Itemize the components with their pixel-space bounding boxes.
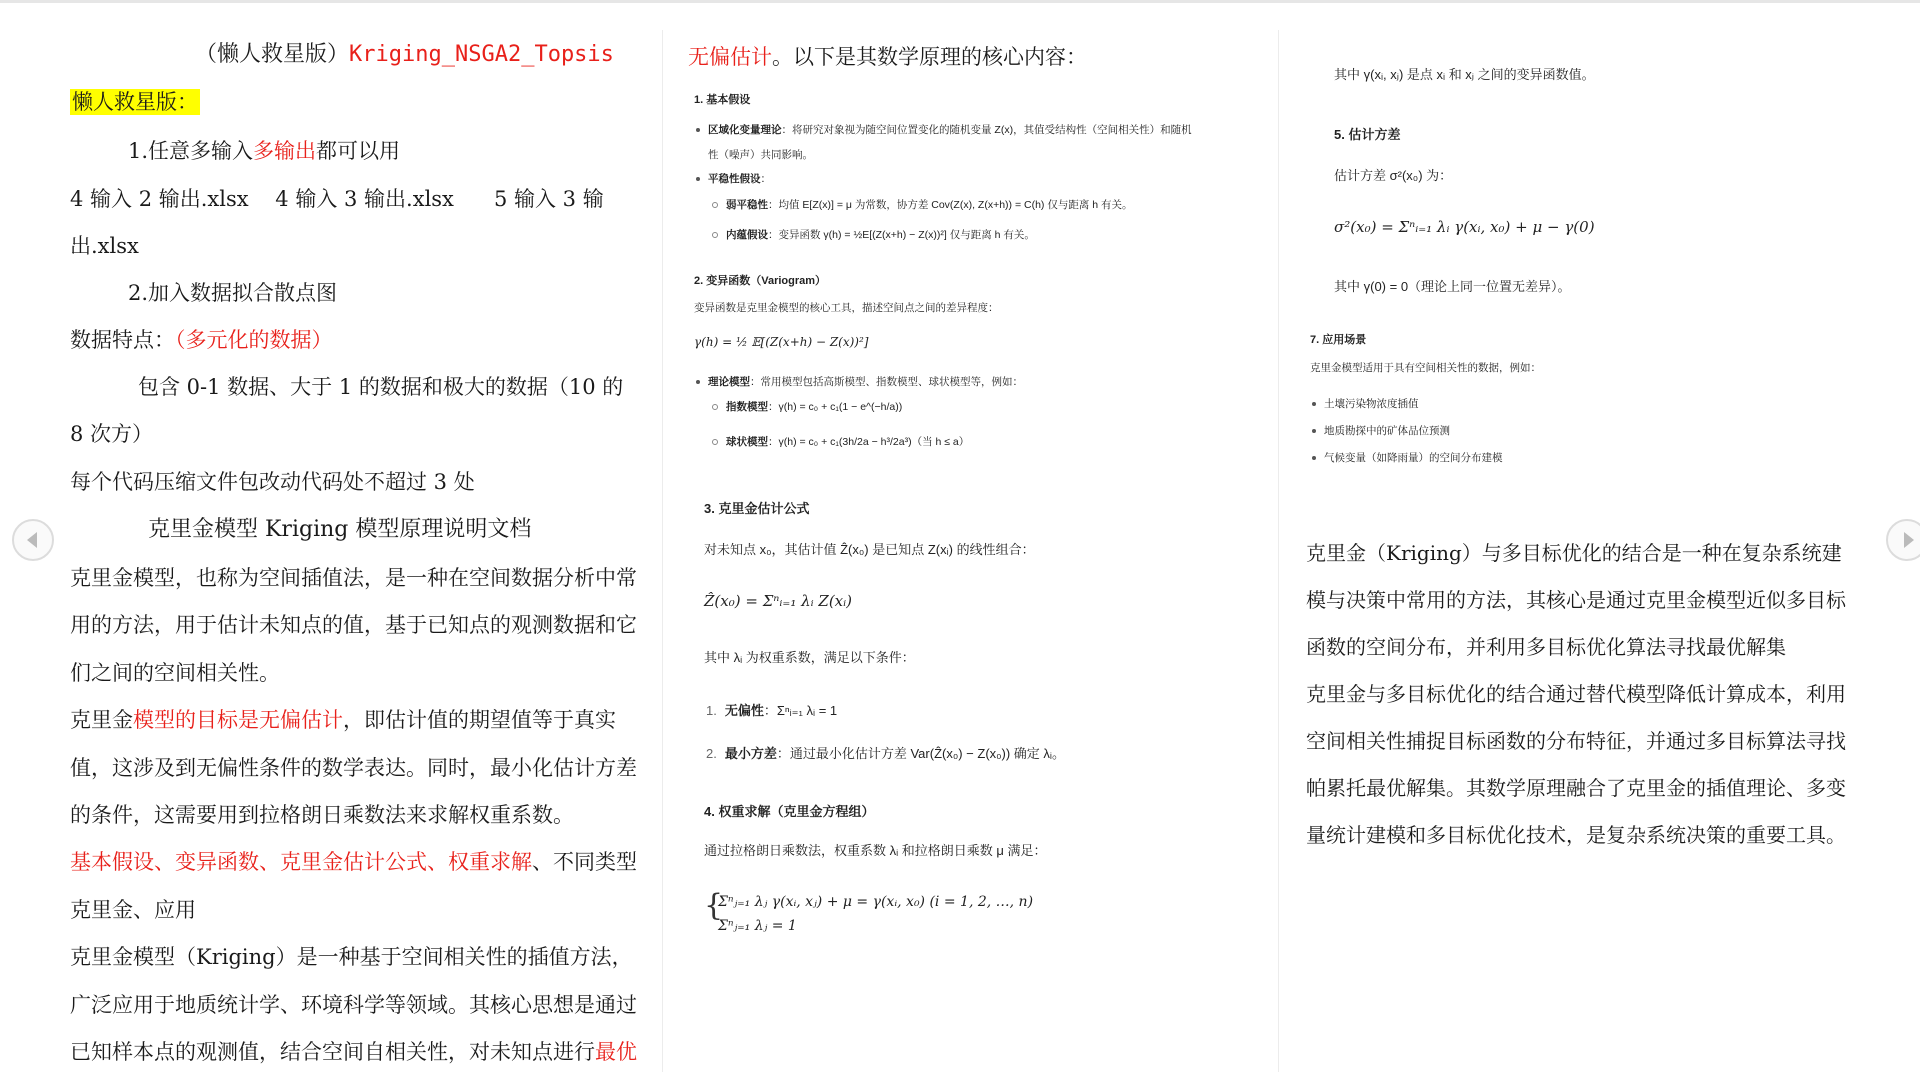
item-1-c: 都可以用 — [316, 139, 401, 163]
condition-min-variance — [706, 743, 1065, 762]
app-item-3 — [1312, 450, 1503, 465]
sub-bullet-weak — [712, 197, 1133, 212]
condition-label: 最小方差 — [724, 746, 777, 761]
app-text: 气候变量（如降雨量）的空间分布建模 — [1324, 452, 1503, 464]
goal-line-3: 的条件，这需要用到拉格朗日乘数法来求解权重系数。 — [70, 803, 574, 827]
bullet-dot-icon — [1312, 456, 1316, 460]
sub-bullet-spherical — [712, 434, 969, 449]
sub-bullet-exponential — [712, 399, 902, 414]
chevron-right-icon — [1904, 532, 1914, 548]
app-text: 地质勘探中的矿体品位预测 — [1324, 425, 1450, 437]
bullet-theory-models — [696, 374, 1023, 389]
title-prefix: （懒人救星版） — [195, 42, 350, 67]
topics-line-1 — [70, 849, 637, 875]
bullet-circle-icon — [712, 404, 718, 410]
doc-main-title — [195, 42, 614, 68]
topics-red: 基本假设、变异函数、克里金估计公式、权重求解 — [70, 850, 532, 874]
goal-line-1 — [70, 707, 616, 733]
item-1 — [128, 138, 400, 164]
item-2: 2.加入数据拟合散点图 — [128, 281, 338, 305]
summary-1-line-3: 函数的空间分布，并利用多目标优化算法寻找最优解集 — [1306, 635, 1786, 659]
sub-text: ：均值 E[Z(x)] = μ 为常数，协方差 Cov(Z(x), Z(x+h)) = C(h) 仅与距离 h 有关。 — [768, 199, 1133, 211]
sub-text: ：γ(h) = c₀ + c₁(3h/2a − h³/2a³)（当 h ≤ a） — [768, 436, 970, 448]
section-4-heading: 4. 权重求解（克里金方程组） — [704, 804, 875, 819]
files-line-2: 出.xlsx — [70, 234, 139, 258]
page-divider-1 — [662, 30, 663, 1072]
intro-line-3: 们之间的空间相关性。 — [70, 661, 280, 685]
page2-top-rest: 。以下是其数学原理的核心内容： — [772, 45, 1087, 69]
sub-label: 球状模型 — [726, 436, 768, 448]
variogram-note: 其中 γ(xᵢ, xⱼ) 是点 xᵢ 和 xⱼ 之间的变异函数值。 — [1334, 67, 1595, 82]
sub-label: 内蕴假设 — [726, 229, 768, 241]
highlight-label — [70, 89, 200, 115]
kriging-doc-title: 克里金模型 Kriging 模型原理说明文档 — [148, 517, 532, 542]
bullet-label: 理论模型 — [708, 376, 750, 388]
app-text: 土壤污染物浓度插值 — [1324, 398, 1419, 410]
app-item-1 — [1312, 396, 1419, 411]
prev-page-button[interactable] — [12, 519, 54, 561]
condition-text: ：Σⁿᵢ₌₁ λᵢ = 1 — [763, 703, 838, 718]
bullet-text: ：常用模型包括高斯模型、指数模型、球状模型等，例如： — [750, 376, 1023, 388]
kriging-estimate-formula: Ẑ(x₀) = Σⁿᵢ₌₁ λᵢ Z(xᵢ) — [704, 592, 853, 610]
section-5-note: 其中 γ(0) = 0（理论上同一位置无差异）。 — [1334, 279, 1571, 294]
condition-text: ：通过最小化估计方差 Var(Ẑ(x₀) − Z(x₀)) 确定 λᵢ。 — [776, 746, 1065, 761]
intro-line-1: 克里金模型，也称为空间插值法，是一种在空间数据分析中常 — [70, 566, 637, 590]
goal-a: 克里金 — [70, 708, 133, 732]
bullet-circle-icon — [712, 439, 718, 445]
page-2 — [688, 0, 1248, 1072]
sub-label: 弱平稳性 — [726, 199, 768, 211]
section-3-conditions: 其中 λᵢ 为权重系数，满足以下条件： — [704, 650, 915, 665]
item-1-a: 1.任意多输入 — [128, 139, 254, 163]
bullet-label: 区域化变量理论 — [708, 124, 782, 136]
section-2-heading: 2. 变异函数（Variogram） — [694, 275, 827, 287]
kriging-line-2: 广泛应用于地质统计学、环境科学等领域。其核心思想是通过 — [70, 993, 637, 1017]
highlight-text: 懒人救星版： — [72, 90, 198, 114]
chevron-left-icon — [27, 532, 37, 548]
topics-line-2: 克里金、应用 — [70, 898, 196, 922]
item-1-b: 多输出 — [253, 139, 317, 163]
variance-formula: σ²(x₀) = Σⁿᵢ₌₁ λᵢ γ(xᵢ, x₀) + μ − γ(0) — [1334, 218, 1595, 236]
goal-line-2: 值，这涉及到无偏性条件的数学表达。同时，最小化估计方差 — [70, 756, 637, 780]
page-3 — [1300, 0, 1880, 1072]
system-brace: { — [704, 888, 724, 923]
kriging-line-3 — [70, 1039, 637, 1065]
bullet-colon: ： — [760, 173, 771, 185]
summary-2-line-2: 空间相关性捕捉目标函数的分布特征，并通过多目标算法寻找 — [1306, 729, 1846, 753]
bullet-region-var-cont: 性（噪声）共同影响。 — [708, 149, 813, 161]
app-item-2 — [1312, 423, 1450, 438]
summary-1-line-1: 克里金（Kriging）与多目标优化的结合是一种在复杂系统建 — [1306, 541, 1842, 565]
summary-2-line-1: 克里金与多目标优化的结合通过替代模型降低计算成本，利用 — [1306, 682, 1846, 706]
next-page-button[interactable] — [1886, 519, 1920, 561]
bullet-dot-icon — [696, 380, 700, 384]
bullet-label: 平稳性假设 — [708, 173, 761, 185]
intro-line-2: 用的方法，用于估计未知点的值，基于已知点的观测数据和它 — [70, 613, 637, 637]
section-2-desc: 变异函数是克里金模型的核心工具，描述空间点之间的差异程度： — [694, 302, 999, 314]
summary-2-line-3: 帕累托最优解集。其数学原理融合了克里金的插值理论、多变 — [1306, 776, 1846, 800]
sub-label: 指数模型 — [726, 401, 768, 413]
section-3-desc: 对未知点 x₀，其估计值 Ẑ(x₀) 是已知点 Z(xᵢ) 的线性组合： — [704, 542, 1035, 557]
note-line: 每个代码压缩文件包改动代码处不超过 3 处 — [70, 470, 475, 494]
features-line — [70, 327, 333, 353]
system-eq-2: Σⁿⱼ₌₁ λⱼ = 1 — [718, 918, 797, 934]
kriging-3b: 最优 — [595, 1040, 637, 1064]
variogram-formula: γ(h) = ½ 𝔼[(Z(x+h) − Z(x))²] — [694, 335, 869, 349]
title-code: Kriging_NSGA2_Topsis — [349, 42, 614, 67]
kriging-line-1: 克里金模型（Kriging）是一种基于空间相关性的插值方法， — [70, 945, 633, 969]
sub-text: ：γ(h) = c₀ + c₁(1 − e^(−h/a)) — [768, 401, 903, 413]
goal-c: ，即估计值的期望值等于真实 — [343, 708, 616, 732]
contains-line-2: 8 次方） — [70, 422, 154, 446]
sub-text: ：变异函数 γ(h) = ½E[(Z(x+h) − Z(x))²] 仅与距离 h 有关。 — [768, 229, 1035, 241]
summary-1-line-2: 模与决策中常用的方法，其核心是通过克里金模型近似多目标 — [1306, 588, 1846, 612]
bullet-circle-icon — [712, 232, 718, 238]
bullet-dot-icon — [1312, 429, 1316, 433]
contains-line-1: 包含 0-1 数据、大于 1 的数据和极大的数据（10 的 — [138, 375, 624, 399]
kriging-3a: 已知样本点的观测值，结合空间自相关性，对未知点进行 — [70, 1040, 595, 1064]
sub-bullet-intrinsic — [712, 227, 1035, 242]
section-7-desc: 克里金模型适用于具有空间相关性的数据，例如： — [1310, 362, 1541, 374]
features-value: （多元化的数据） — [175, 328, 333, 352]
condition-unbiased — [706, 700, 837, 719]
section-7-heading: 7. 应用场景 — [1310, 334, 1367, 346]
condition-number: 1. — [706, 703, 717, 718]
page-1 — [70, 0, 650, 1072]
section-5-heading: 5. 估计方差 — [1334, 127, 1401, 142]
bullet-dot-icon — [1312, 402, 1316, 406]
topics-rest: 、不同类型 — [532, 850, 637, 874]
condition-label: 无偏性 — [724, 703, 764, 718]
bullet-circle-icon — [712, 202, 718, 208]
page2-top-line — [688, 44, 1087, 70]
bullet-text: ：将研究对象视为随空间位置变化的随机变量 Z(x)，其值受结构性（空间相关性）和随机 — [781, 124, 1192, 136]
bullet-region-var — [696, 122, 1192, 137]
section-5-desc: 估计方差 σ²(x₀) 为： — [1334, 168, 1453, 183]
bullet-stationarity — [696, 171, 771, 186]
bullet-dot-icon — [696, 128, 700, 132]
section-3-heading: 3. 克里金估计公式 — [704, 501, 810, 516]
page-divider-2 — [1278, 30, 1279, 1072]
section-1-heading: 1. 基本假设 — [694, 94, 751, 106]
goal-b: 模型的目标是无偏估计 — [133, 708, 343, 732]
files-line-1: 4 输入 2 输出.xlsx 4 输入 3 输出.xlsx 5 输入 3 输 — [70, 187, 604, 211]
page2-top-red: 无偏估计 — [688, 45, 772, 69]
features-label: 数据特点： — [70, 328, 175, 352]
bullet-dot-icon — [696, 177, 700, 181]
section-4-desc: 通过拉格朗日乘数法，权重系数 λᵢ 和拉格朗日乘数 μ 满足： — [704, 843, 1047, 858]
condition-number: 2. — [706, 746, 717, 761]
summary-2-line-4: 量统计建模和多目标优化技术，是复杂系统决策的重要工具。 — [1306, 823, 1846, 847]
system-eq-1: Σⁿⱼ₌₁ λⱼ γ(xᵢ, xⱼ) + μ = γ(xᵢ, x₀) (i = 1, 2, …, n) — [718, 894, 1034, 910]
